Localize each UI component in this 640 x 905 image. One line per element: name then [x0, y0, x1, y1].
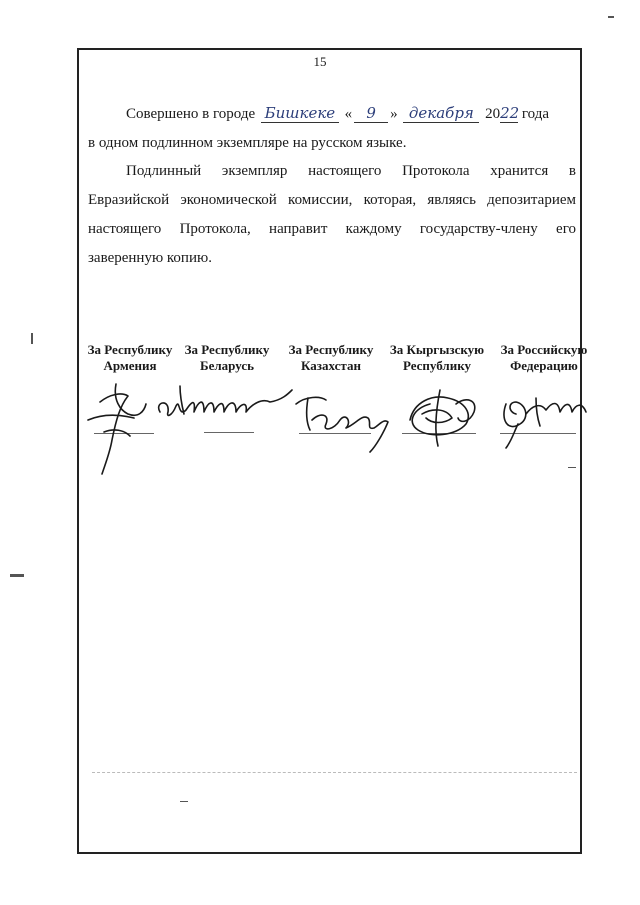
- signature-russia: [504, 398, 586, 448]
- signatory-label: За Республику: [184, 342, 270, 357]
- year-prefix: 20: [485, 106, 501, 122]
- faint-dashed-line: [92, 772, 577, 773]
- handwritten-day: 9: [354, 104, 388, 123]
- signatory-country: Казахстан: [301, 358, 361, 373]
- page-number: 15: [313, 54, 327, 69]
- handwritten-year: 22: [500, 104, 520, 122]
- signatory-label: За Российскую: [500, 342, 588, 357]
- scan-mark: [10, 574, 24, 577]
- depositary-paragraph: Подлинный экземпляр настоящего Протокола хранится в Евразийской экономической комиссии, которая, являясь депозитарием настоящего Протокола, направит каждому государству-члену его заверенную копию.: [88, 163, 576, 266]
- signatory-label: За Кыргызскую: [389, 342, 485, 357]
- signature-belarus: [159, 386, 292, 415]
- open-quote: «: [344, 106, 353, 122]
- scan-mark: [568, 467, 576, 468]
- signatory-label: За Республику: [87, 342, 173, 357]
- closing-line-2: в одном подлинном экземпляре на русском языке.: [88, 135, 407, 151]
- handwritten-month: декабря: [403, 104, 479, 123]
- year-word: года: [521, 106, 550, 122]
- signatory-country: Федерацию: [510, 358, 578, 373]
- signatory-label: За Республику: [288, 342, 374, 357]
- signatory-country: Беларусь: [200, 358, 254, 373]
- signature-kazakhstan: [296, 397, 388, 452]
- scan-mark: [31, 333, 33, 344]
- signature-armenia: [88, 384, 146, 474]
- scan-mark: [608, 16, 614, 18]
- signatory-country: Армения: [103, 358, 157, 373]
- scan-mark: [180, 801, 188, 802]
- close-quote: »: [390, 106, 398, 122]
- signature-kyrgyzstan: [410, 390, 475, 446]
- closing-lead: Совершено в городе: [126, 106, 256, 122]
- signatory-country: Республику: [402, 358, 472, 373]
- handwritten-city: Бишкеке: [261, 104, 339, 123]
